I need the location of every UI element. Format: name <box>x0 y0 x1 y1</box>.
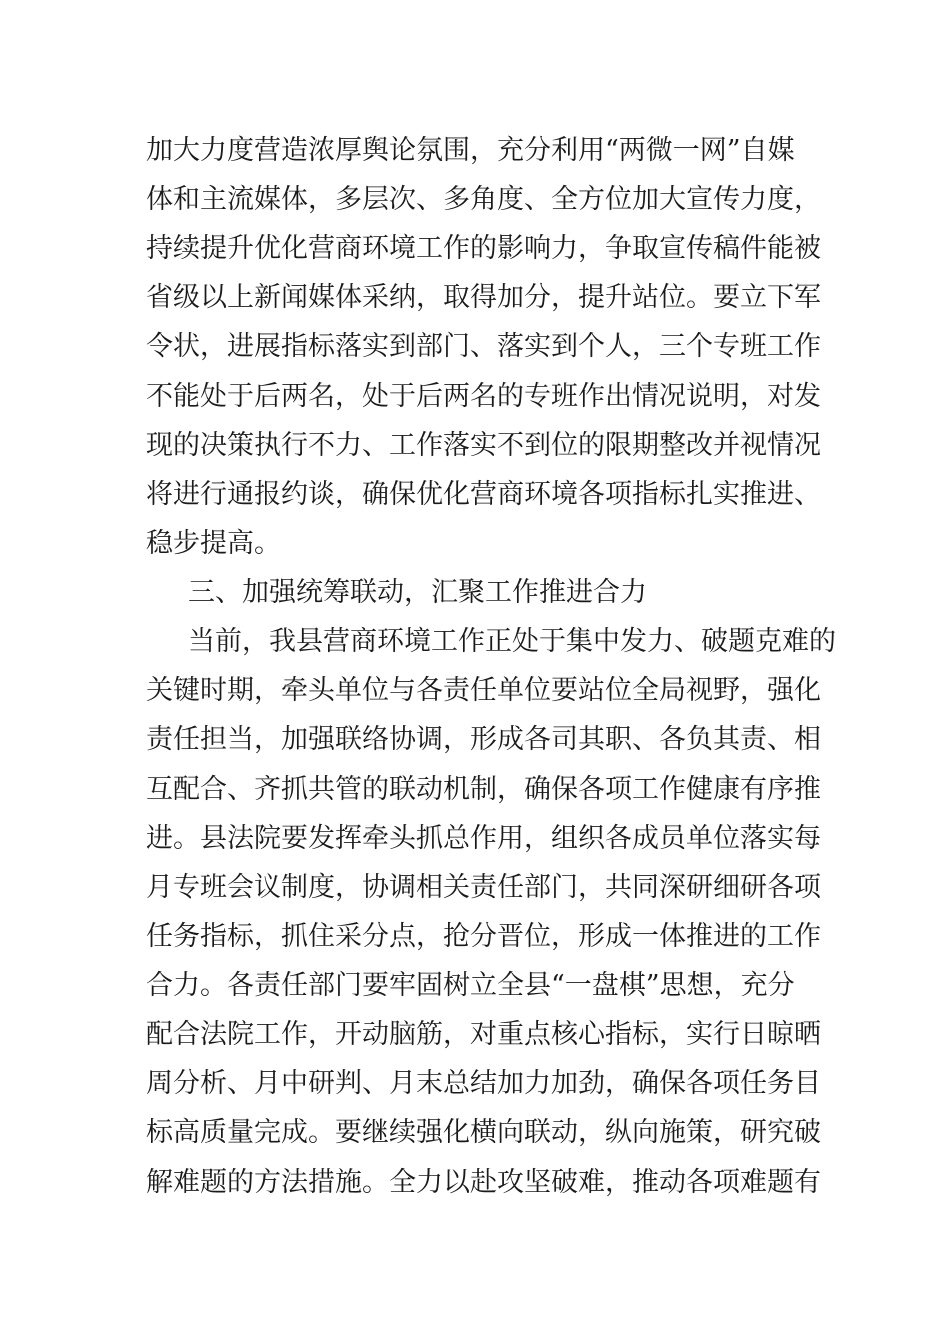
paragraph-2-line-8: 合力。各责任部门要牢固树立全县“一盘棋”思想，充分 <box>146 970 795 1001</box>
paragraph-1-line-5: 令状，进展指标落实到部门、落实到个人，三个专班工作 <box>146 331 821 362</box>
paragraph-2-line-3: 责任担当，加强联络协调，形成各司其职、各负其责、相 <box>146 724 821 755</box>
paragraph-1-line-7: 现的决策执行不力、工作落实不到位的限期整改并视情况 <box>146 430 821 461</box>
paragraph-1-line-1: 加大力度营造浓厚舆论氛围，充分利用“两微一网”自媒 <box>146 135 795 166</box>
paragraph-1-line-4: 省级以上新闻媒体采纳，取得加分，提升站位。要立下军 <box>146 282 821 313</box>
paragraph-2-line-4: 互配合、齐抓共管的联动机制，确保各项工作健康有序推 <box>146 774 821 805</box>
paragraph-2-line-11: 标高质量完成。要继续强化横向联动，纵向施策，研究破 <box>146 1117 821 1148</box>
paragraph-2-line-9: 配合法院工作，开动脑筋，对重点核心指标，实行日晾晒 <box>146 1019 821 1050</box>
paragraph-2-line-5: 进。县法院要发挥牵头抓总作用，组织各成员单位落实每 <box>146 823 821 854</box>
section-heading: 三、加强统筹联动，汇聚工作推进合力 <box>188 577 647 608</box>
paragraph-1-line-6: 不能处于后两名，处于后两名的专班作出情况说明，对发 <box>146 381 821 412</box>
paragraph-1-line-8: 将进行通报约谈，确保优化营商环境各项指标扎实推进、 <box>146 479 821 510</box>
paragraph-1-line-2: 体和主流媒体，多层次、多角度、全方位加大宣传力度， <box>146 184 821 215</box>
paragraph-2-line-10: 周分析、月中研判、月末总结加力加劲，确保各项任务目 <box>146 1068 821 1099</box>
paragraph-1-line-3: 持续提升优化营商环境工作的影响力，争取宣传稿件能被 <box>146 233 821 264</box>
paragraph-2-line-1: 当前，我县营商环境工作正处于集中发力、破题克难的 <box>188 626 836 657</box>
paragraph-2-line-6: 月专班会议制度，协调相关责任部门，共同深研细研各项 <box>146 872 821 903</box>
paragraph-2-line-7: 任务指标，抓住采分点，抢分晋位，形成一体推进的工作 <box>146 921 821 952</box>
paragraph-2-line-2: 关键时期，牵头单位与各责任单位要站位全局视野，强化 <box>146 675 821 706</box>
paragraph-1-line-9: 稳步提高。 <box>146 528 281 559</box>
paragraph-2-line-12: 解难题的方法措施。全力以赴攻坚破难，推动各项难题有 <box>146 1167 821 1198</box>
